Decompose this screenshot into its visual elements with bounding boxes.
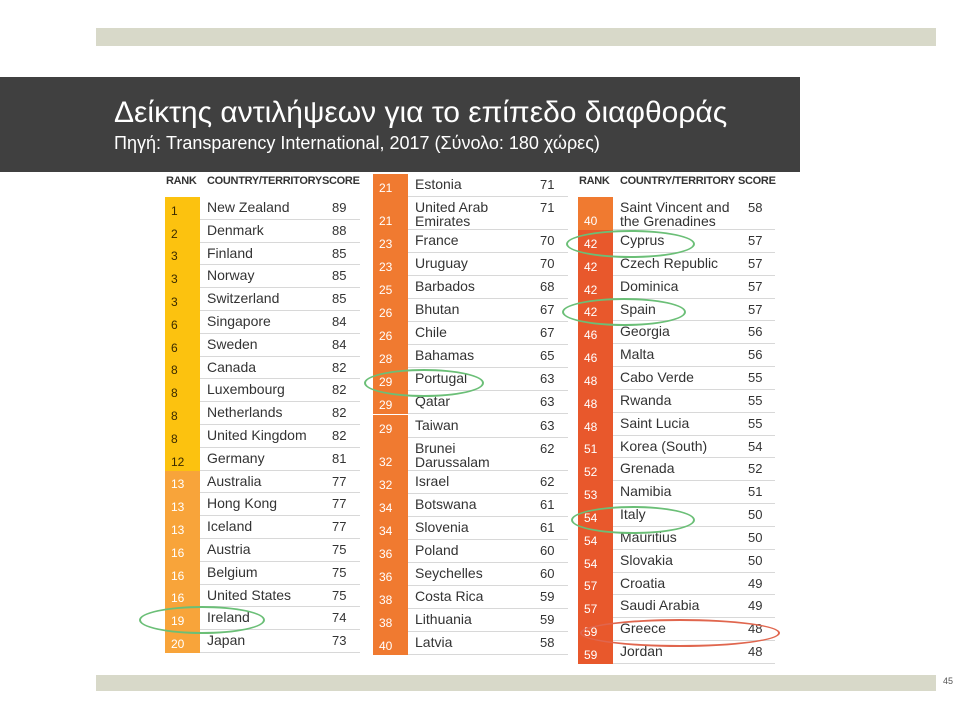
country-name: United Arab Emirates — [415, 199, 489, 229]
score-value: 67 — [540, 325, 555, 341]
score-value: 61 — [540, 519, 555, 535]
rank-cell — [165, 334, 200, 357]
score-value: 49 — [748, 575, 763, 591]
score-value: 48 — [748, 644, 763, 660]
country-name: Taiwan — [415, 416, 459, 433]
country-name: Israel — [415, 472, 450, 489]
table-row — [578, 595, 775, 618]
country-name: Lithuania — [415, 610, 472, 627]
table-row — [165, 585, 360, 608]
rank-value: 59 — [584, 647, 598, 662]
rank-value: 8 — [171, 386, 178, 401]
score-value: 77 — [332, 496, 347, 512]
score-value: 62 — [540, 473, 555, 489]
page-number: 45 — [942, 676, 953, 686]
table-row — [165, 357, 360, 380]
rank-cell — [578, 197, 613, 230]
country-name: Czech Republic — [620, 254, 719, 271]
rank-value: 54 — [584, 556, 598, 571]
country-name: Hong Kong — [207, 495, 278, 512]
score-value: 70 — [540, 256, 555, 272]
score-value: 51 — [748, 484, 763, 500]
country-name: Dominica — [620, 277, 679, 294]
score-value: 55 — [748, 370, 763, 386]
rank-cell — [373, 253, 408, 276]
rank-value: 54 — [584, 510, 598, 525]
rank-cell — [373, 540, 408, 563]
score-value: 62 — [540, 440, 555, 456]
score-value: 71 — [540, 200, 555, 215]
rank-value: 57 — [584, 579, 598, 594]
country-name: Belgium — [207, 563, 258, 580]
country-name: Botswana — [415, 495, 477, 512]
rank-cell — [578, 413, 613, 436]
ireland-highlight — [139, 606, 265, 634]
score-value: 63 — [540, 417, 555, 433]
rank-value: 13 — [171, 522, 185, 537]
table-row — [373, 471, 568, 494]
country-name: Japan — [207, 632, 246, 649]
table-row — [165, 562, 360, 585]
score-value: 75 — [332, 587, 347, 603]
rank-cell — [373, 174, 408, 197]
table-row — [165, 539, 360, 562]
rank-cell — [165, 516, 200, 539]
rank-cell — [578, 436, 613, 459]
rank-value: 54 — [584, 533, 598, 548]
rank-value: 46 — [584, 351, 598, 366]
rank-value: 12 — [171, 454, 185, 469]
rank-cell — [373, 345, 408, 368]
table-row — [165, 448, 360, 471]
table-row — [578, 276, 775, 299]
table-row — [165, 243, 360, 266]
score-value: 84 — [332, 336, 347, 352]
table-row — [578, 550, 775, 573]
rank-value: 48 — [584, 396, 598, 411]
country-name: Netherlands — [207, 404, 283, 421]
rank-value: 20 — [171, 636, 185, 651]
country-name: Switzerland — [207, 290, 280, 307]
country-name: Sweden — [207, 335, 258, 352]
score-value: 89 — [332, 200, 347, 215]
country-name: Cyprus — [620, 232, 665, 249]
rank-cell — [165, 379, 200, 402]
table-row — [373, 230, 568, 253]
table-row — [165, 197, 360, 220]
table-row — [578, 390, 775, 413]
rank-value: 42 — [584, 236, 598, 251]
greece-highlight — [580, 619, 780, 647]
table-row — [373, 345, 568, 368]
rank-value: 29 — [379, 375, 393, 390]
table-row — [578, 458, 775, 481]
score-value: 77 — [332, 519, 347, 535]
country-name: Cabo Verde — [620, 369, 694, 386]
score-value: 50 — [748, 507, 763, 523]
table-row — [165, 493, 360, 516]
rank-value: 38 — [379, 592, 393, 607]
table-row — [165, 402, 360, 425]
ranking-column-2 — [373, 0, 568, 720]
rank-value: 25 — [379, 283, 393, 298]
score-value: 58 — [540, 634, 555, 650]
rank-cell — [165, 493, 200, 516]
rank-value: 13 — [171, 477, 185, 492]
rank-value: 16 — [171, 568, 185, 583]
spain-highlight — [562, 298, 686, 326]
rank-cell — [373, 299, 408, 322]
rank-value: 21 — [379, 181, 393, 195]
rank-value: 2 — [171, 226, 178, 241]
country-name: Rwanda — [620, 391, 672, 408]
rank-value: 52 — [584, 465, 598, 480]
country-name: Georgia — [620, 323, 670, 340]
country-name: Barbados — [415, 278, 475, 295]
rank-value: 59 — [584, 625, 598, 640]
rank-value: 34 — [379, 523, 393, 538]
rank-value: 26 — [379, 306, 393, 321]
rank-cell — [165, 243, 200, 266]
ranking-column-3 — [578, 0, 775, 720]
rank-cell — [578, 276, 613, 299]
rank-value: 42 — [584, 282, 598, 297]
slide-title: Δείκτης αντιλήψεων για το επίπεδο διαφθοράς — [114, 96, 728, 129]
score-value: 82 — [332, 359, 347, 375]
country-name: Saint Vincent and the Grenadines — [620, 199, 730, 229]
rank-value: 28 — [379, 352, 393, 367]
score-value: 82 — [332, 405, 347, 421]
score-value: 85 — [332, 268, 347, 284]
table-row — [373, 609, 568, 632]
header-score: SCORE — [738, 175, 776, 187]
country-name: Bhutan — [415, 301, 460, 318]
rank-cell — [165, 220, 200, 243]
table-row — [165, 288, 360, 311]
header-country: COUNTRY/TERRITORY — [207, 175, 322, 187]
table-row — [578, 573, 775, 596]
rank-cell — [578, 458, 613, 481]
rank-value: 51 — [584, 442, 598, 457]
country-name: Malta — [620, 346, 655, 363]
country-name: Namibia — [620, 483, 672, 500]
country-name: Qatar — [415, 393, 451, 410]
rank-value: 3 — [171, 294, 178, 309]
table-row — [373, 322, 568, 345]
score-value: 82 — [332, 382, 347, 398]
country-name: Austria — [207, 541, 251, 557]
country-name: Portugal — [415, 370, 468, 387]
rank-cell — [165, 471, 200, 494]
rank-cell — [165, 539, 200, 562]
score-value: 55 — [748, 392, 763, 408]
country-name: Chile — [415, 324, 447, 341]
rank-cell — [373, 197, 408, 230]
rank-value: 42 — [584, 305, 598, 320]
score-value: 48 — [748, 621, 763, 637]
score-value: 56 — [748, 347, 763, 363]
rank-cell — [165, 265, 200, 288]
table-row — [578, 344, 775, 367]
rank-cell — [165, 311, 200, 334]
rank-value: 8 — [171, 363, 178, 378]
score-value: 52 — [748, 461, 763, 477]
rank-value: 3 — [171, 272, 178, 287]
country-name: New Zealand — [207, 199, 290, 215]
country-name: Finland — [207, 244, 253, 261]
rank-cell — [165, 288, 200, 311]
country-name: Spain — [620, 300, 656, 317]
rank-value: 57 — [584, 602, 598, 617]
score-value: 82 — [332, 428, 347, 443]
rank-cell — [165, 425, 200, 448]
score-value: 63 — [540, 371, 555, 387]
score-value: 57 — [748, 233, 763, 249]
rank-cell — [373, 438, 408, 471]
rank-cell — [578, 573, 613, 596]
table-row — [373, 276, 568, 299]
table-row — [165, 334, 360, 357]
score-value: 63 — [540, 394, 555, 410]
table-row — [373, 174, 568, 197]
score-value: 70 — [540, 233, 555, 249]
country-name: Brunei Darussalam — [415, 439, 490, 470]
country-name: Costa Rica — [415, 587, 484, 604]
rank-cell — [373, 632, 408, 655]
rank-value: 16 — [171, 545, 185, 560]
score-value: 60 — [540, 565, 555, 581]
rank-value: 8 — [171, 408, 178, 423]
score-value: 85 — [332, 291, 347, 307]
country-name: Jordan — [620, 643, 663, 660]
rank-value: 16 — [171, 591, 185, 606]
rank-cell — [578, 481, 613, 504]
rank-cell — [578, 367, 613, 390]
score-value: 57 — [748, 278, 763, 294]
score-value: 65 — [540, 348, 555, 364]
country-name: Canada — [207, 358, 257, 375]
country-name: Croatia — [620, 574, 666, 591]
country-name: Poland — [415, 541, 459, 558]
rank-value: 42 — [584, 259, 598, 274]
rank-cell — [373, 609, 408, 632]
table-row — [165, 265, 360, 288]
country-name: Bahamas — [415, 347, 475, 364]
country-name: Norway — [207, 267, 255, 284]
table-row — [165, 311, 360, 334]
rank-cell — [165, 357, 200, 380]
rank-cell — [373, 471, 408, 494]
rank-value: 34 — [379, 500, 393, 515]
slide-subtitle: Πηγή: Transparency International, 2017 (Σύνολο: 180 χώρες) — [114, 133, 600, 153]
bottom-decor-bar — [96, 675, 936, 691]
row-divider — [200, 652, 360, 653]
score-value: 56 — [748, 324, 763, 340]
country-name: Singapore — [207, 313, 271, 329]
rank-cell — [373, 563, 408, 586]
score-value: 67 — [540, 302, 555, 318]
cyprus-highlight — [566, 230, 695, 258]
rank-value: 32 — [379, 477, 393, 492]
table-row — [165, 425, 360, 448]
rank-cell — [578, 550, 613, 573]
table-row — [373, 563, 568, 586]
score-value: 57 — [748, 255, 763, 271]
rank-value: 29 — [379, 398, 393, 413]
table-row — [578, 197, 775, 230]
table-row — [165, 471, 360, 494]
rank-value: 23 — [379, 237, 393, 252]
country-name: Saint Lucia — [620, 414, 690, 431]
rank-value: 53 — [584, 488, 598, 503]
score-value: 55 — [748, 415, 763, 431]
table-row — [165, 220, 360, 243]
country-name: Grenada — [620, 460, 675, 477]
table-row — [165, 379, 360, 402]
rank-value: 36 — [379, 546, 393, 561]
country-name: Germany — [207, 449, 265, 466]
country-name: Saudi Arabia — [620, 597, 700, 614]
rank-cell — [373, 415, 408, 438]
rank-value: 3 — [171, 249, 178, 264]
rank-value: 23 — [379, 260, 393, 275]
score-value: 75 — [332, 564, 347, 580]
table-row — [373, 415, 568, 438]
rank-cell — [165, 402, 200, 425]
rank-cell — [578, 595, 613, 618]
rank-cell — [165, 585, 200, 608]
country-name: Luxembourg — [207, 381, 285, 398]
rank-value: 48 — [584, 419, 598, 434]
rank-cell — [165, 448, 200, 471]
country-name: United Kingdom — [207, 427, 307, 443]
table-row — [373, 197, 568, 230]
score-value: 49 — [748, 598, 763, 614]
score-value: 75 — [332, 542, 347, 557]
country-name: Greece — [620, 620, 666, 637]
score-value: 58 — [748, 200, 763, 215]
rank-value: 8 — [171, 431, 178, 446]
rank-cell — [373, 494, 408, 517]
country-name: Mauritius — [620, 528, 677, 545]
country-name: Latvia — [415, 633, 453, 650]
row-divider — [613, 663, 775, 664]
score-value: 81 — [332, 450, 347, 466]
rank-value: 19 — [171, 614, 185, 629]
country-name: Slovenia — [415, 518, 469, 535]
row-divider — [408, 654, 568, 655]
header-score: SCORE — [322, 175, 360, 187]
rank-value: 46 — [584, 328, 598, 343]
rank-value: 21 — [379, 214, 393, 229]
score-value: 84 — [332, 314, 347, 329]
score-value: 77 — [332, 473, 347, 489]
country-name: Ireland — [207, 609, 250, 626]
country-name: France — [415, 232, 459, 249]
table-row — [373, 253, 568, 276]
score-value: 59 — [540, 588, 555, 604]
country-name: Estonia — [415, 176, 462, 192]
header-rank: RANK — [579, 175, 610, 187]
rank-value: 40 — [584, 214, 598, 229]
header-country: COUNTRY/TERRITORY — [620, 175, 735, 187]
header-rank: RANK — [166, 175, 197, 187]
rank-cell — [165, 197, 200, 220]
score-value: 88 — [332, 222, 347, 238]
rank-cell — [373, 517, 408, 540]
table-row — [578, 413, 775, 436]
table-row — [373, 632, 568, 655]
score-value: 71 — [540, 177, 555, 192]
table-row — [165, 516, 360, 539]
country-name: Denmark — [207, 221, 264, 238]
country-name: Slovakia — [620, 551, 673, 568]
rank-value: 40 — [379, 638, 393, 653]
rank-cell — [373, 322, 408, 345]
score-value: 85 — [332, 245, 347, 261]
score-value: 50 — [748, 552, 763, 568]
rank-cell — [578, 641, 613, 664]
rank-value: 29 — [379, 421, 393, 436]
country-name: Australia — [207, 472, 262, 489]
table-row — [373, 540, 568, 563]
score-value: 60 — [540, 542, 555, 558]
score-value: 73 — [332, 633, 347, 649]
country-name: Uruguay — [415, 255, 468, 272]
rank-value: 48 — [584, 373, 598, 388]
score-value: 54 — [748, 438, 763, 454]
rank-value: 26 — [379, 329, 393, 344]
rank-value: 6 — [171, 340, 178, 355]
table-row — [373, 586, 568, 609]
rank-value: 13 — [171, 500, 185, 515]
table-row — [578, 481, 775, 504]
rank-value: 36 — [379, 569, 393, 584]
rank-cell — [165, 562, 200, 585]
score-value: 74 — [332, 610, 347, 626]
rank-cell — [578, 344, 613, 367]
country-name: United States — [207, 586, 292, 603]
score-value: 50 — [748, 529, 763, 545]
rank-value: 1 — [171, 203, 178, 218]
table-row — [578, 436, 775, 459]
rank-cell — [578, 390, 613, 413]
portugal-highlight — [364, 369, 484, 397]
country-name: Iceland — [207, 518, 253, 535]
score-value: 57 — [748, 301, 763, 317]
table-row — [373, 494, 568, 517]
country-name: Italy — [620, 506, 646, 523]
score-value: 61 — [540, 496, 555, 512]
rank-cell — [373, 586, 408, 609]
rank-cell — [373, 230, 408, 253]
table-row — [578, 367, 775, 390]
table-row — [373, 517, 568, 540]
table-row — [373, 299, 568, 322]
table-row — [373, 438, 568, 471]
score-value: 68 — [540, 279, 555, 295]
italy-highlight — [571, 506, 695, 534]
rank-value: 32 — [379, 454, 393, 469]
country-name: Seychelles — [415, 564, 483, 581]
rank-value: 6 — [171, 317, 178, 332]
score-value: 59 — [540, 611, 555, 627]
rank-cell — [373, 276, 408, 299]
country-name: Korea (South) — [620, 437, 708, 454]
rank-value: 38 — [379, 615, 393, 630]
